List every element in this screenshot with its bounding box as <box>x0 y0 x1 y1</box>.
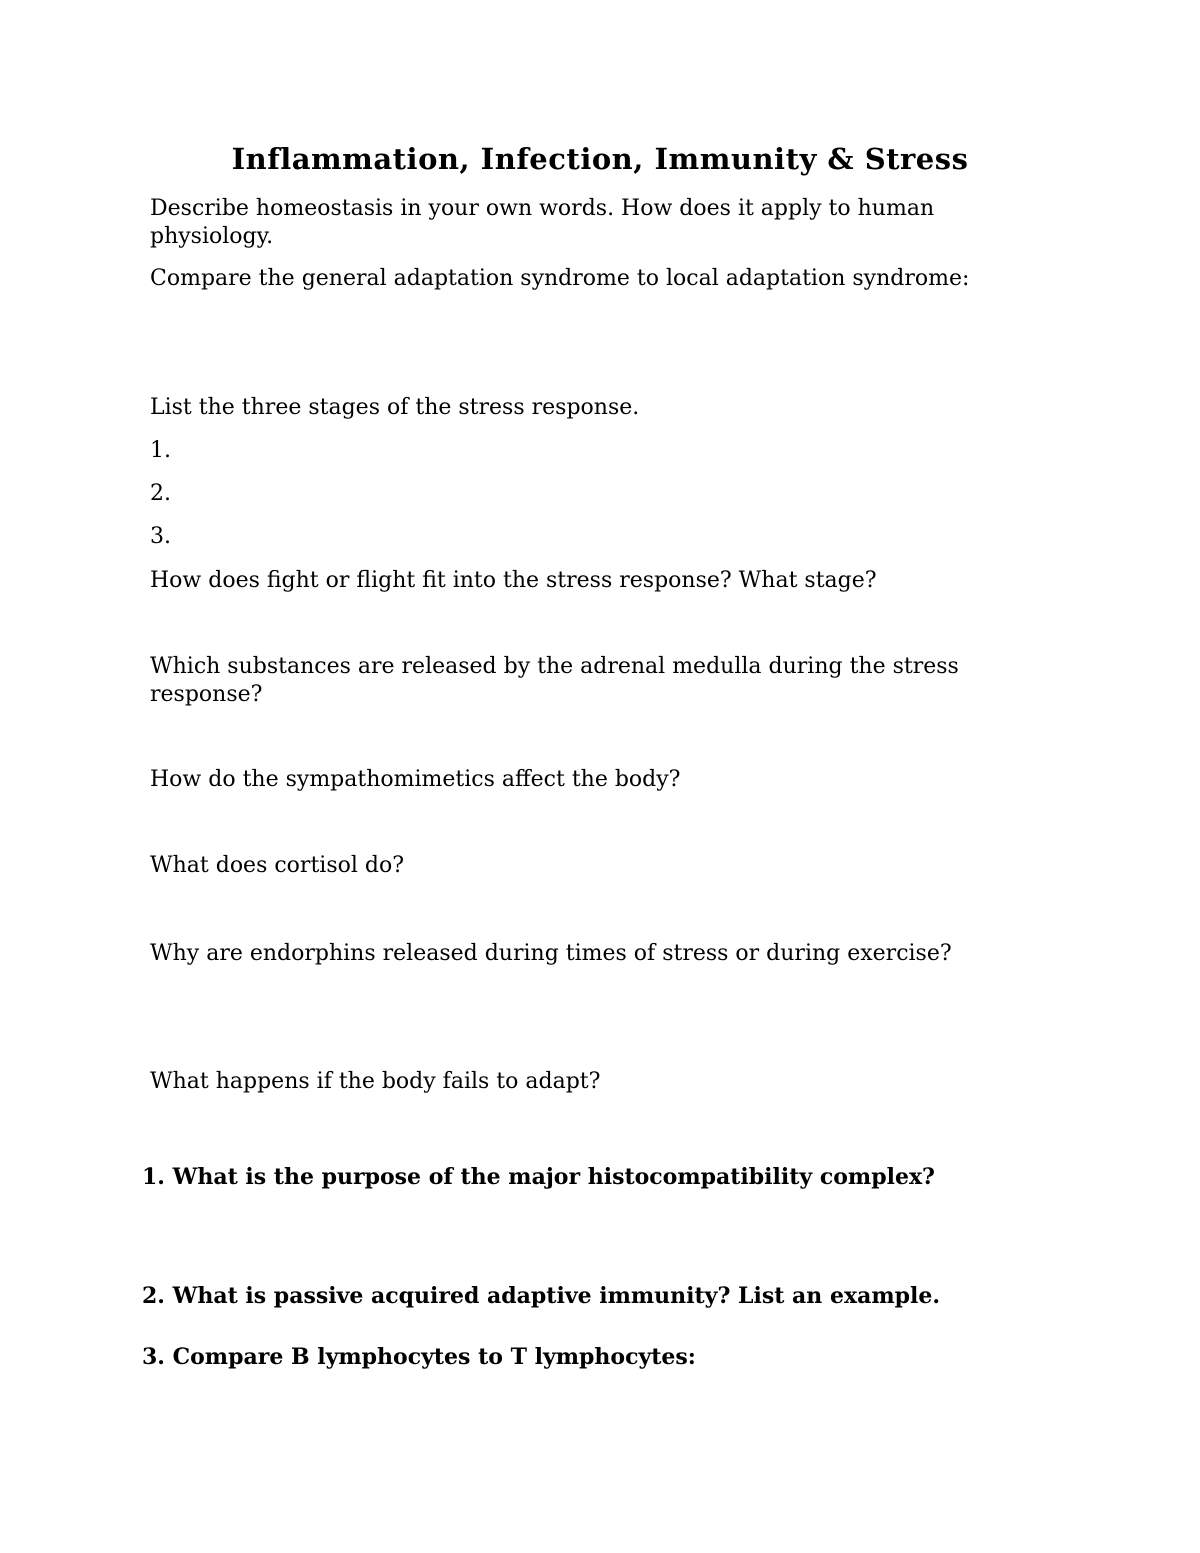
question-cortisol: What does cortisol do? <box>150 853 405 878</box>
question-endorphins: Why are endorphins released during times of stress or during exercise? <box>150 941 952 966</box>
question-fails-to-adapt: What happens if the body fails to adapt? <box>150 1069 601 1094</box>
question-adrenal-medulla: Which substances are released by the adrenal medulla during the stress response? <box>150 654 959 707</box>
immunity-question-1: 1. What is the purpose of the major histocompatibility complex? <box>142 1164 935 1190</box>
immunity-question-3: 3. Compare B lymphocytes to T lymphocytes: <box>142 1344 696 1370</box>
immunity-question-2: 2. What is passive acquired adaptive immunity? List an example. <box>142 1283 941 1309</box>
question-gas-vs-las: Compare the general adaptation syndrome to local adaptation syndrome: <box>150 266 970 291</box>
stage-number-3: 3. <box>150 524 171 549</box>
stage-number-1: 1. <box>150 438 171 463</box>
page-title: Inflammation, Infection, Immunity & Stress <box>231 142 969 176</box>
question-fight-flight: How does fight or flight fit into the stress response? What stage? <box>150 568 877 593</box>
question-homeostasis: Describe homeostasis in your own words. How does it apply to human physiology. <box>150 196 935 249</box>
stage-number-2: 2. <box>150 481 171 506</box>
question-three-stages: List the three stages of the stress response. <box>150 395 640 420</box>
question-sympathomimetics: How do the sympathomimetics affect the body? <box>150 767 681 792</box>
